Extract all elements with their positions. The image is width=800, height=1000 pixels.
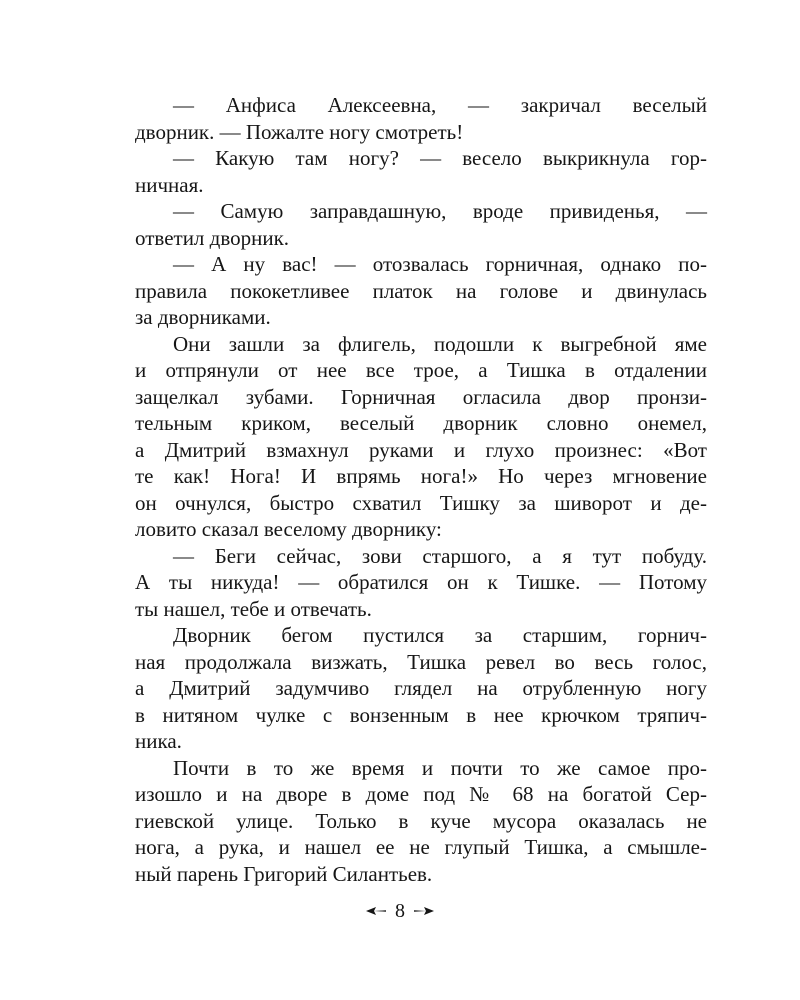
text-line: Они зашли за флигель, подошли к выгребной яме [173,331,707,356]
text-line: за дворниками. [135,305,271,329]
text-line: — Анфиса Алексеевна, — закричал веселый [173,93,707,117]
ornament-left-icon [365,905,387,917]
text-line: — А ну вас! — отозвалась горничная, однако по- [173,252,707,276]
text-line: гиевской улице. Только в куче мусора оказалась не [135,808,707,833]
text-line: правила пококетливее платок на голове и двинулась [135,278,707,303]
text-line: ответил дворник. [135,225,290,250]
text-line: а Дмитрий задумчиво глядел на отрубленную ногу [135,676,707,700]
text-line: а Дмитрий взмахнул руками и глухо произнес: «Вот [135,437,707,462]
page-folio [0,897,800,924]
text-line: нога, а рука, и нашел ее не глупый Тишка, а смышле- [135,835,707,859]
text-line: тельным криком, веселый дворник словно онемел, [135,411,707,435]
text-line: дворник. — Пожалте ногу смотреть! [135,119,464,144]
ornament-right-icon [413,905,435,917]
text-line: изошло и на дворе в доме под № 68 на богатой Сер- [135,782,707,806]
text-line: он очнулся, быстро схватил Тишку за шиворот и де- [135,490,707,515]
text-line: те как! Нога! И впрямь нога!» Но через мгновение [135,464,707,488]
page-number: 8 [395,900,405,923]
text-line: ная продолжала визжать, Тишка ревел во весь голос, [135,649,707,674]
text-line: защелкал зубами. Горничная огласила двор пронзи- [135,384,707,409]
text-line: ный парень Григорий Силантьев. [135,861,433,886]
body-text [135,92,707,887]
text-line: Дворник бегом пустился за старшим, горнич- [173,623,707,647]
text-line: — Беги сейчас, зови старшого, а я тут побуду. [173,543,707,568]
text-line: — Какую там ногу? — весело выкрикнула гор- [173,146,707,170]
text-line: А ты никуда! — обратился он к Тишке. — Потому [135,570,707,594]
text-line: Почти в то же время и почти то же самое про- [173,755,707,780]
text-line: ты нашел, тебе и отвечать. [135,596,372,621]
text-line: и отпрянули от нее все трое, а Тишка в отдалении [135,358,707,382]
text-line: — Самую заправдашную, вроде привиденья, — [173,199,707,223]
text-line: в нитяном чулке с вонзенным в нее крючком тряпич- [135,702,707,727]
text-line: ника. [135,729,182,753]
text-line: ничная. [135,172,204,197]
text-line: ловито сказал веселому дворнику: [135,517,442,541]
